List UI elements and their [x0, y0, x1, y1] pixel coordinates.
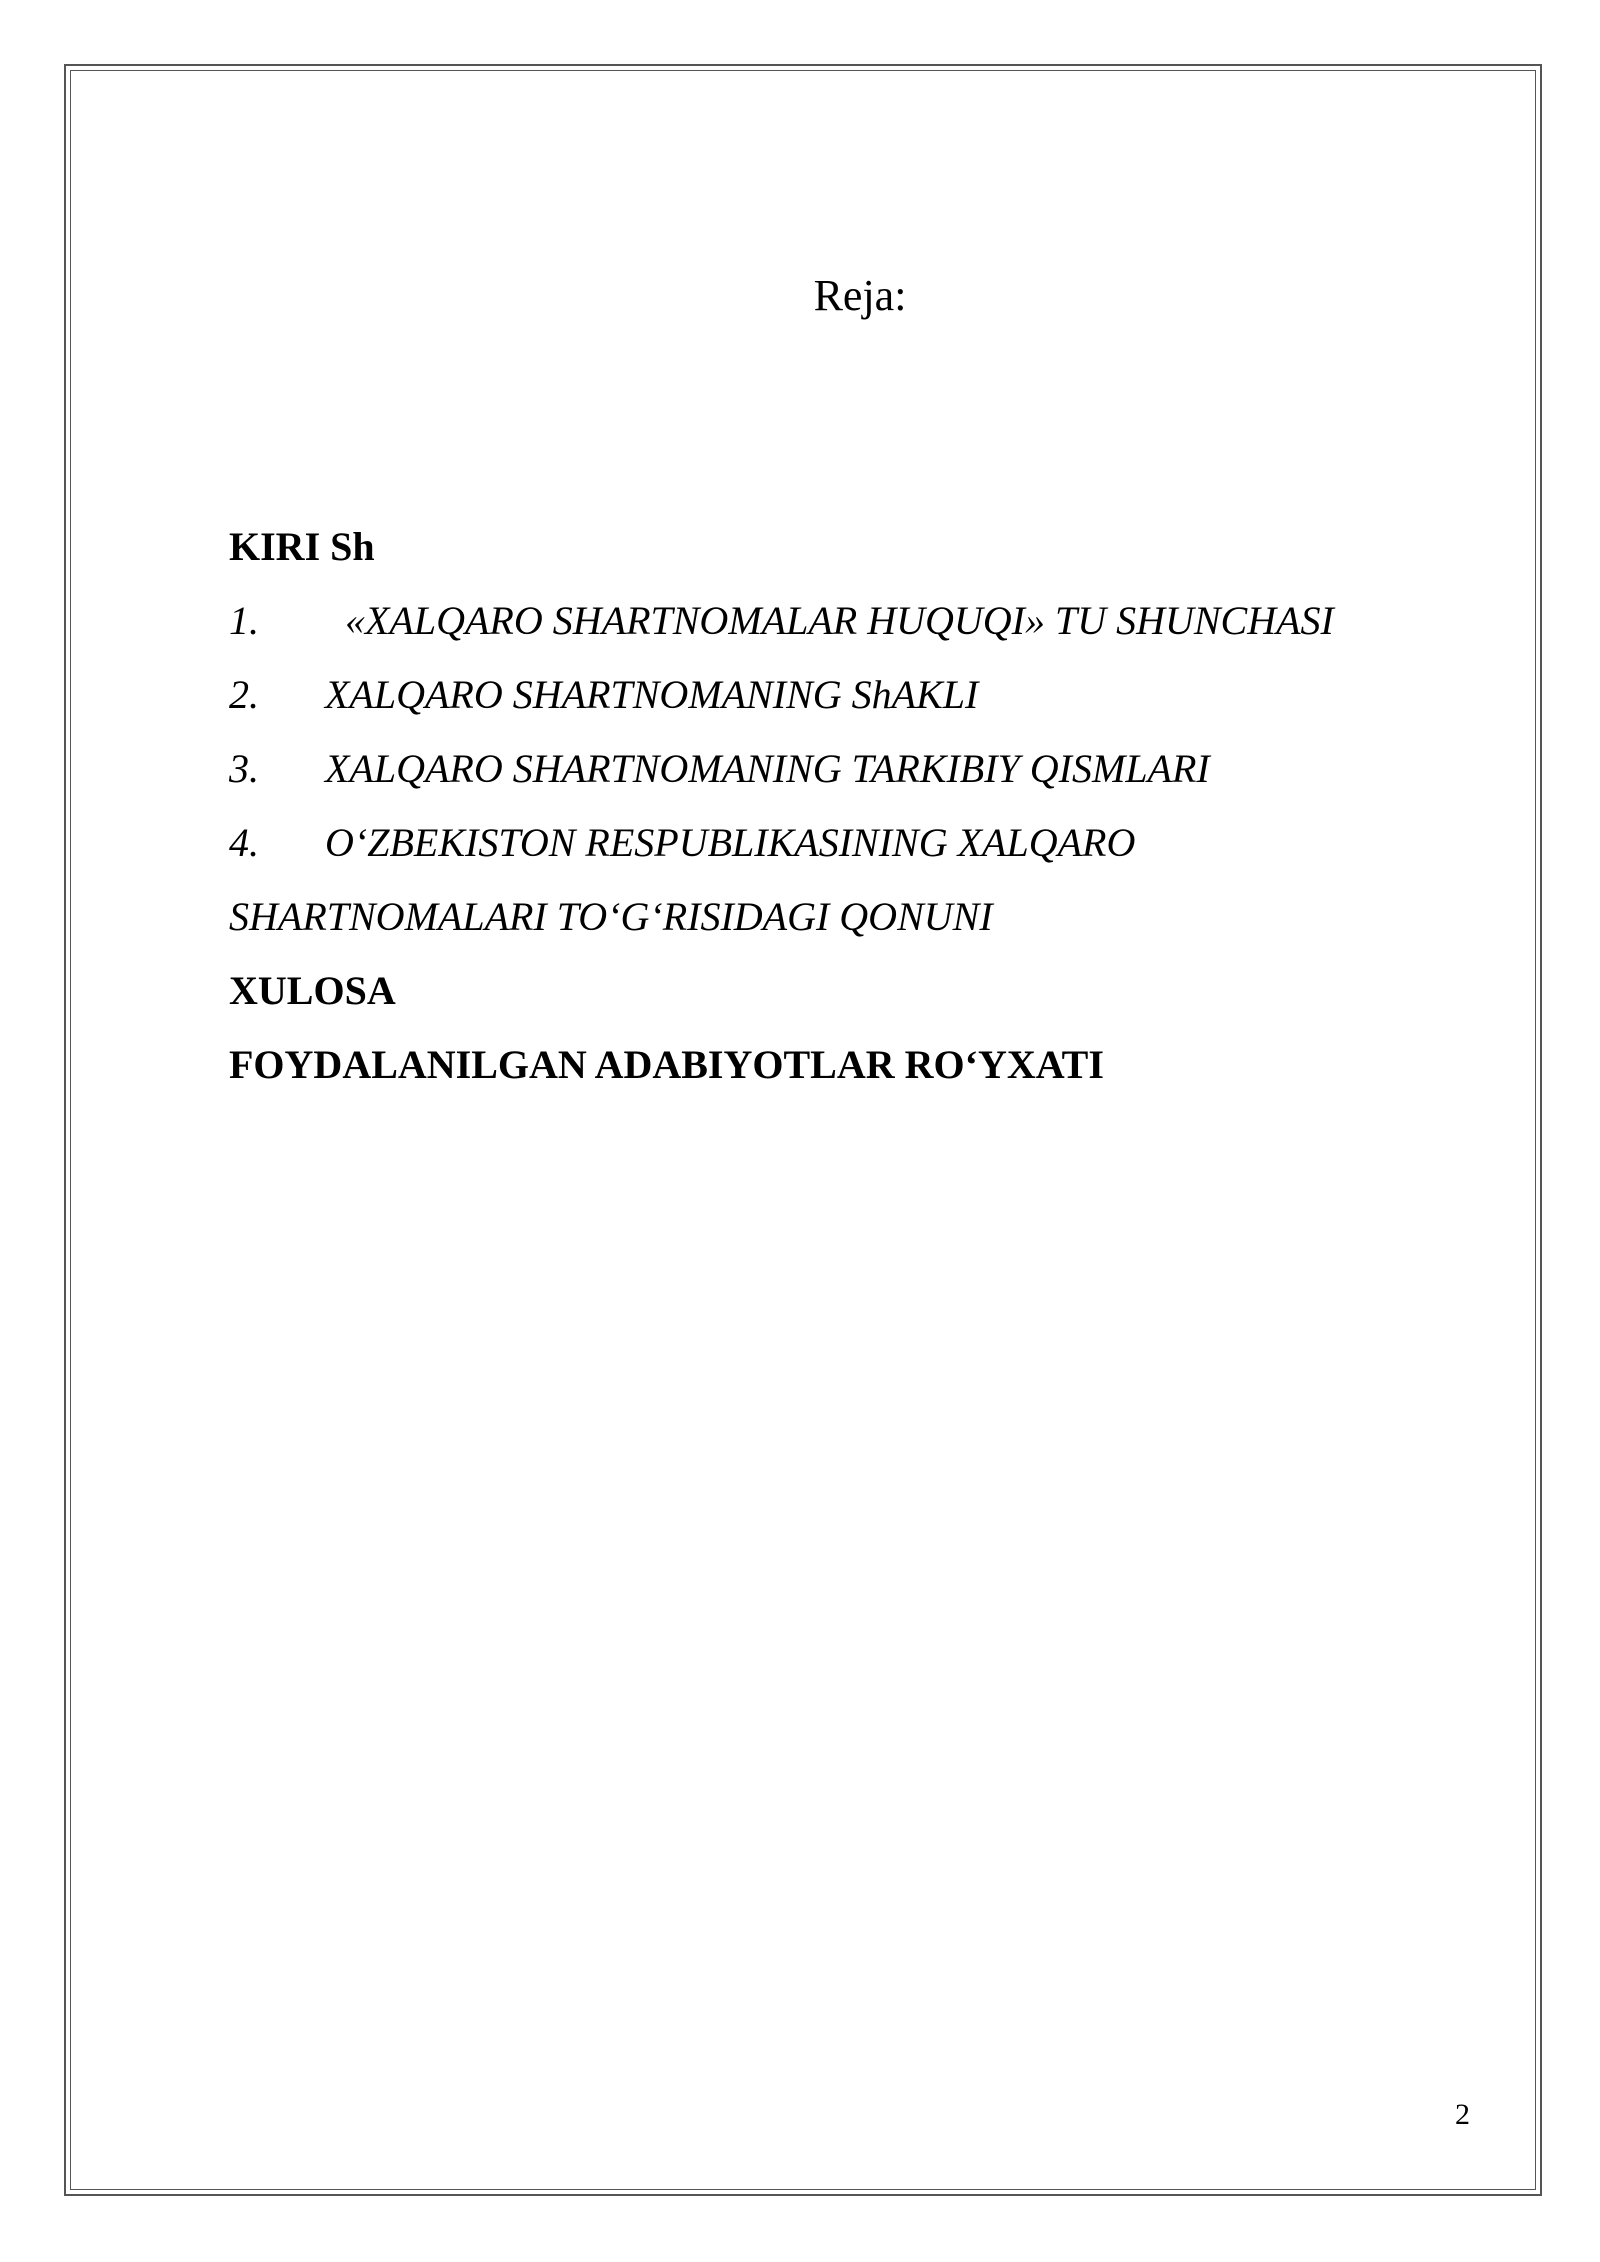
toc-item-text: O‘ZBEKISTON RESPUBLIKASINING XALQARO: [325, 820, 1136, 865]
toc-item-references: [229, 1028, 1479, 1102]
toc-item-number: 1.: [229, 598, 259, 643]
toc-item-text: XULOSA: [229, 968, 396, 1013]
toc-item-4-continuation: [229, 880, 1479, 954]
toc-item-2: [229, 658, 1479, 732]
toc-item-text: XALQARO SHARTNOMANING TARKIBIY QISMLARI: [325, 746, 1210, 791]
table-of-contents: [229, 510, 1479, 1102]
page-number: 2: [1455, 2098, 1470, 2131]
toc-item-conclusion: [229, 954, 1479, 1028]
toc-item-introduction: [229, 510, 1479, 584]
page-title: Reja:: [813, 271, 907, 320]
page-border: [64, 64, 1542, 2196]
toc-item-text: KIRI Sh: [229, 524, 375, 569]
toc-item-number: 2.: [229, 672, 259, 717]
toc-item-text: «XALQARO SHARTNOMALAR HUQUQI» TU SHUNCHASI: [335, 598, 1334, 643]
toc-item-number: 4.: [229, 820, 259, 865]
toc-item-text: XALQARO SHARTNOMANING ShAKLI: [325, 672, 979, 717]
toc-item-1: [229, 584, 1479, 658]
toc-item-number: 3.: [229, 746, 259, 791]
toc-item-text: SHARTNOMALARI TO‘G‘RISIDAGI QONUNI: [229, 894, 993, 939]
toc-item-4: [229, 806, 1479, 880]
page-border-inner: [70, 70, 1536, 2190]
toc-item-text: FOYDALANILGAN ADABIYOTLAR RO‘YXATI: [229, 1042, 1104, 1087]
toc-item-3: [229, 732, 1479, 806]
